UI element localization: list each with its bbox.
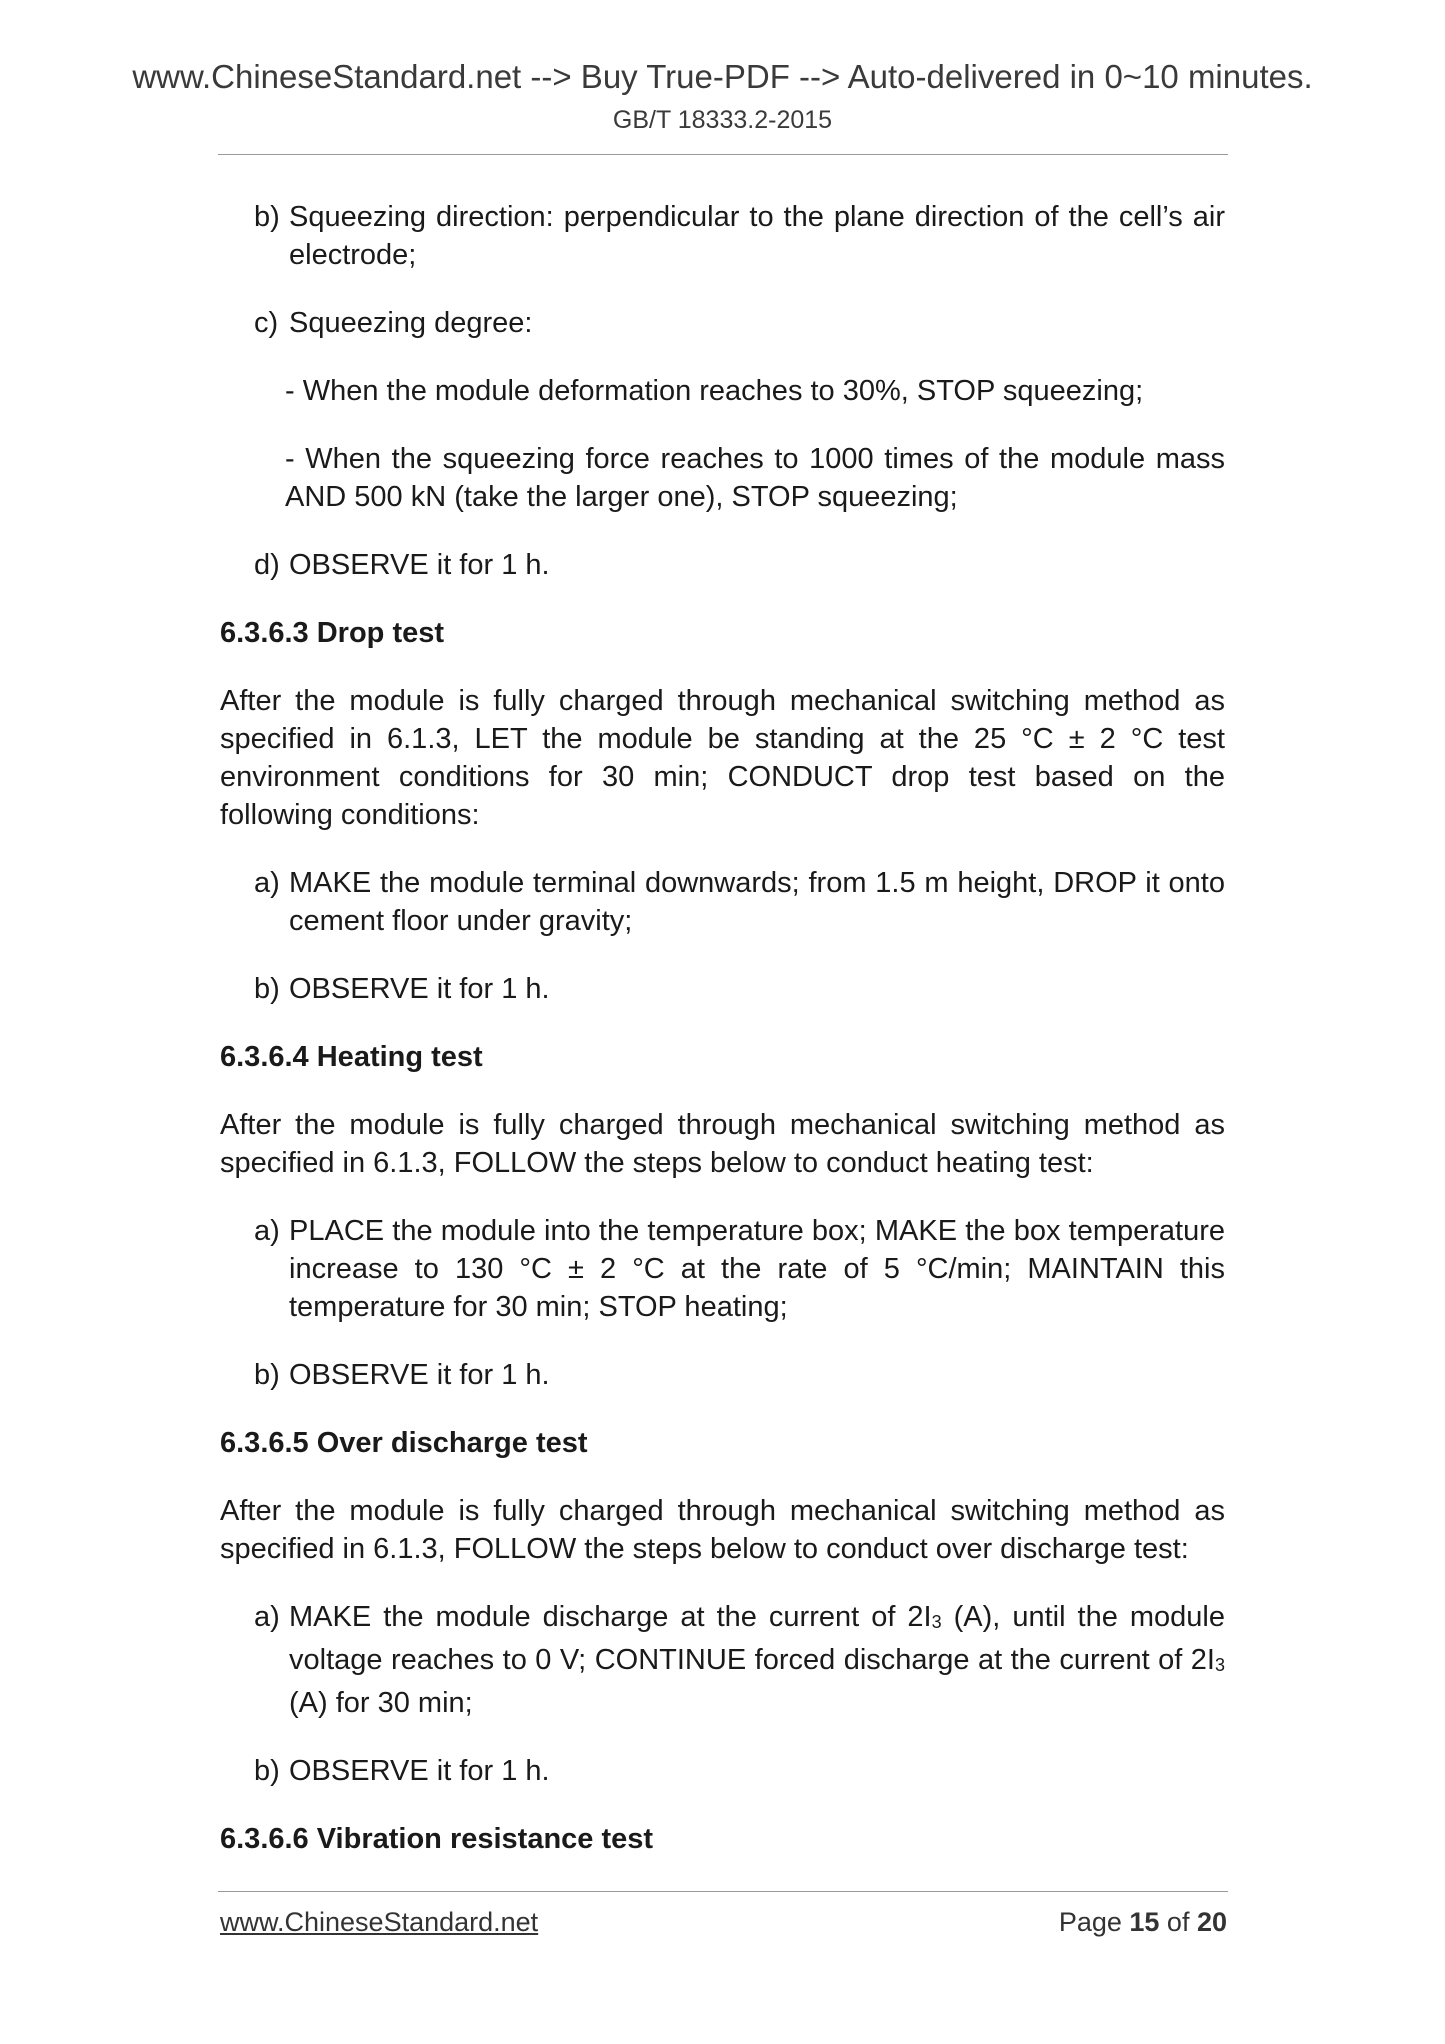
squeeze-item-b: [220, 198, 1225, 274]
heating-item-a: [220, 1212, 1225, 1326]
vibration-test-heading: 6.3.6.6 Vibration resistance test: [220, 1823, 654, 1855]
drop-test-intro: After the module is fully charged through mechanical switching method as specified in 6.1.3, LET the module be standing at the 25 °C ± 2 °C test environment conditions for 30 min; CONDUCT drop test based on the following conditions:: [220, 685, 1225, 831]
squeeze-item-d: [220, 546, 1225, 584]
item-label: b): [254, 1359, 280, 1391]
document-id: GB/T 18333.2-2015: [612, 106, 833, 134]
over-discharge-item-b: [220, 1752, 1225, 1790]
item-text: OBSERVE it for 1 h.: [289, 549, 550, 581]
item-text: OBSERVE it for 1 h.: [289, 1755, 550, 1787]
page-number: Page 15 of 20: [1058, 1907, 1227, 1937]
item-label: a): [254, 867, 280, 899]
item-label: a): [254, 1215, 280, 1247]
header-divider: [218, 154, 1228, 155]
item-label: b): [254, 973, 280, 1005]
page-content: [220, 198, 1225, 1888]
heating-test-intro: After the module is fully charged through mechanical switching method as specified in 6.1.3, FOLLOW the steps below to conduct heating test:: [220, 1109, 1225, 1179]
footer-site-link[interactable]: www.ChineseStandard.net: [220, 1907, 539, 1937]
item-label: a): [254, 1601, 280, 1633]
over-discharge-item-a: [220, 1598, 1225, 1722]
footer-divider: [218, 1891, 1228, 1892]
drop-test-heading: 6.3.6.3 Drop test: [220, 617, 445, 649]
item-text: Squeezing direction: perpendicular to the plane direction of the cell’s air electrode;: [289, 201, 1225, 271]
heating-item-b: [220, 1356, 1225, 1394]
squeeze-c-dash-2: - When the squeezing force reaches to 1000 times of the module mass AND 500 kN (take the larger one), STOP squeezing;: [285, 443, 1225, 513]
squeeze-item-c: [220, 304, 1225, 342]
heating-test-heading: 6.3.6.4 Heating test: [220, 1041, 483, 1073]
squeeze-c-dash-1: - When the module deformation reaches to 30%, STOP squeezing;: [285, 375, 1144, 407]
item-label: b): [254, 1755, 280, 1787]
item-text: MAKE the module discharge at the current of $2I_3$ (A), until the module voltage reaches to 0 V; CONTINUE forced discharge at the current of $2I_3$ (A) for 30 min;: [289, 1601, 1225, 1719]
item-text: MAKE the module terminal downwards; from 1.5 m height, DROP it onto cement floor under gravity;: [289, 867, 1225, 937]
over-discharge-heading: 6.3.6.5 Over discharge test: [220, 1427, 588, 1459]
over-discharge-intro: After the module is fully charged through mechanical switching method as specified in 6.1.3, FOLLOW the steps below to conduct over discharge test:: [220, 1495, 1225, 1565]
drop-item-b: [220, 970, 1225, 1008]
item-label: b): [254, 201, 280, 233]
item-text: OBSERVE it for 1 h.: [289, 973, 550, 1005]
drop-item-a: [220, 864, 1225, 940]
item-text: Squeezing degree:: [289, 307, 533, 339]
item-text: OBSERVE it for 1 h.: [289, 1359, 550, 1391]
item-label: c): [254, 307, 279, 339]
item-label: d): [254, 549, 280, 581]
header-banner[interactable]: www.ChineseStandard.net --> Buy True-PDF --> Auto-delivered in 0~10 minutes.: [132, 58, 1313, 95]
item-text: PLACE the module into the temperature box; MAKE the box temperature increase to 130 °C ± 2 °C at the rate of 5 °C/min; MAINTAIN this temperature for 30 min; STOP heating;: [289, 1215, 1225, 1323]
